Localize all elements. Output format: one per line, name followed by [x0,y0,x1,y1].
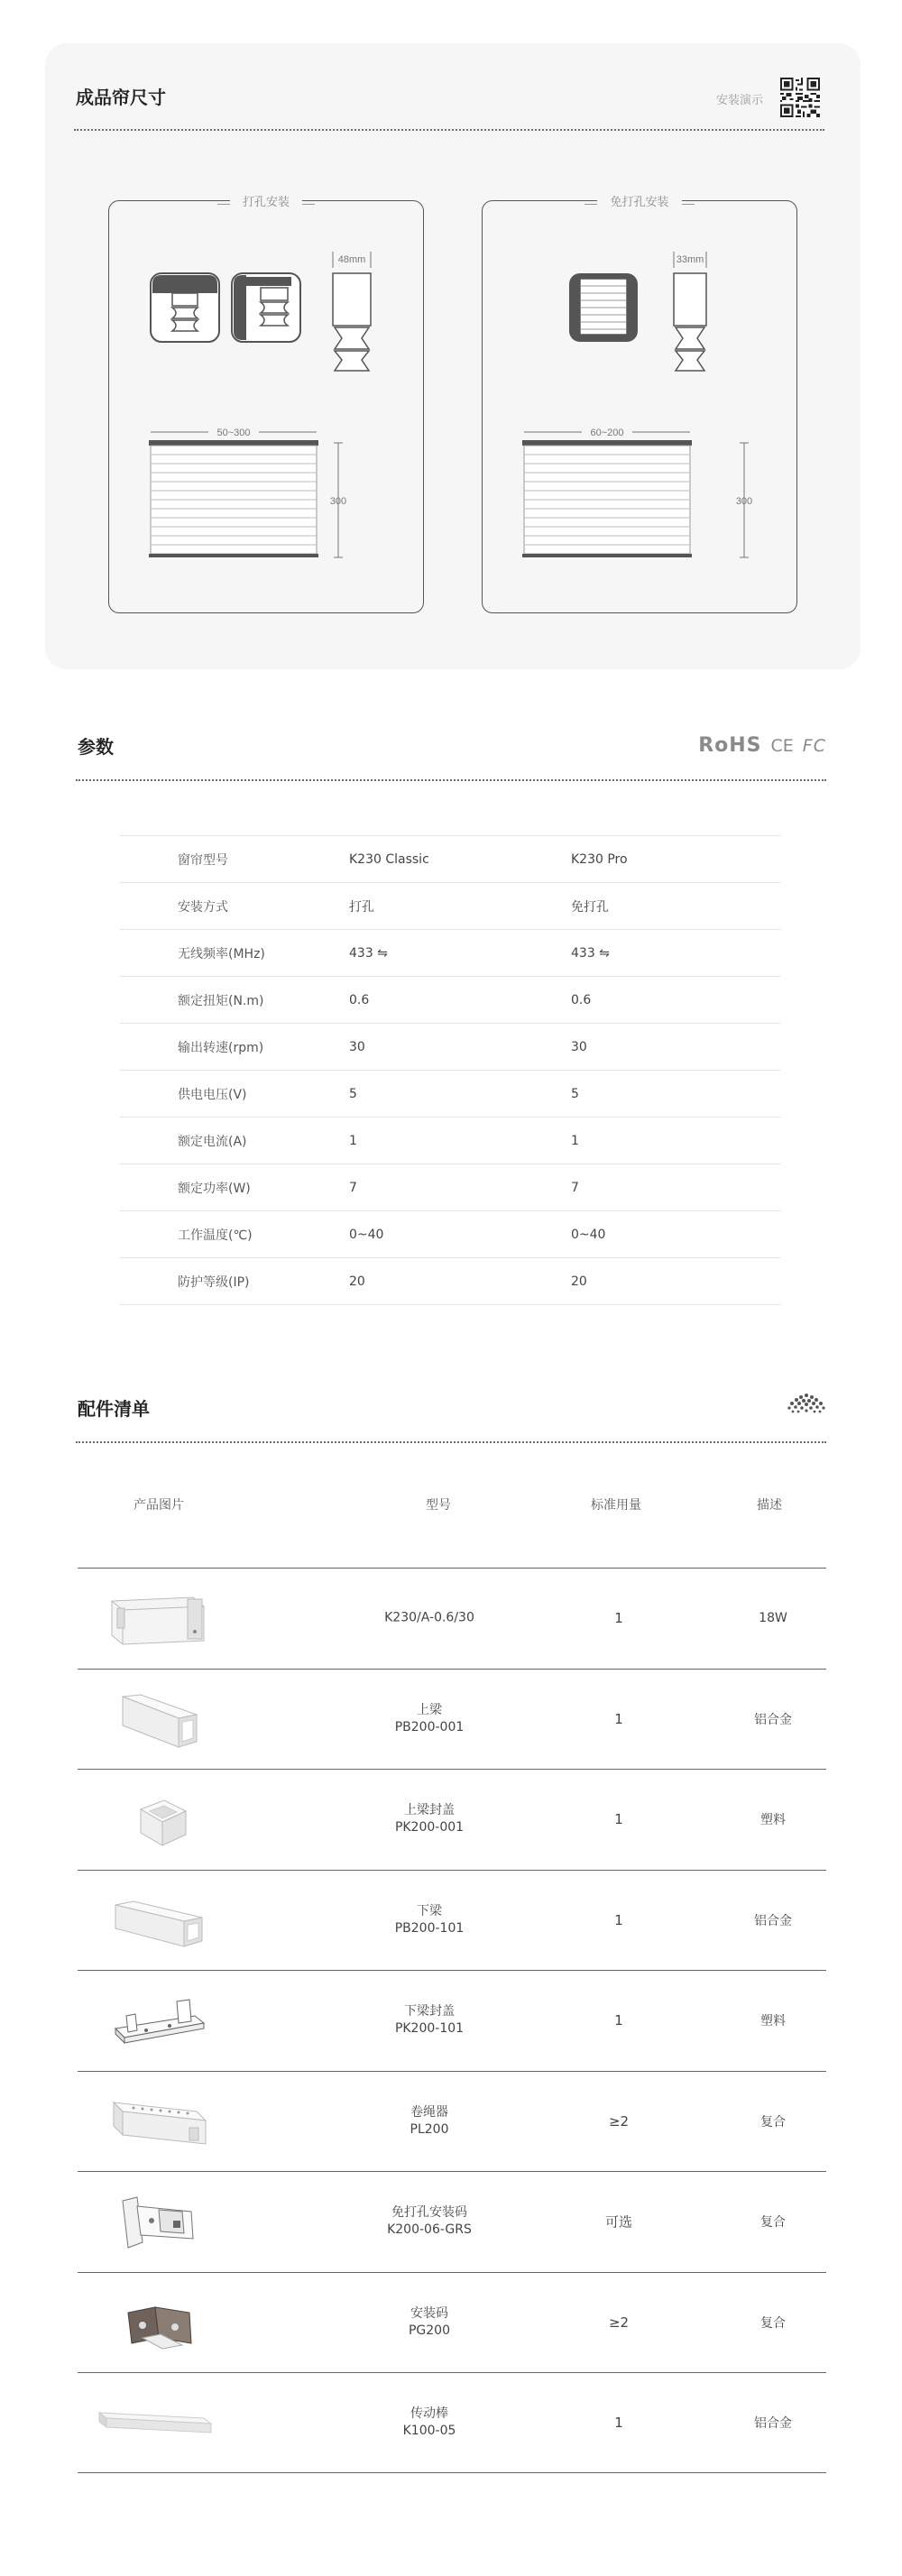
model-code: PK200-001 [394,1820,465,1835]
description: 塑料 [760,1813,786,1828]
mount-bracket-icon [96,2286,222,2361]
table-row: 安装方式 打孔 免打孔 [120,883,780,930]
description: 铝合金 [754,2415,792,2431]
table-row: 上梁 PB200-001 1 铝合金 [78,1669,826,1770]
quantity: 1 [614,1811,623,1828]
description: 复合 [760,2114,786,2130]
model-code: PG200 [408,2323,450,2338]
feather-logo-icon [787,1391,826,1418]
svg-text:300: 300 [735,496,753,507]
description: 18W [759,1611,787,1626]
quantity: 可选 [604,2213,632,2231]
model-code: K230/A-0.6/30 [384,1610,474,1625]
top-rail-cap-icon [96,1782,222,1858]
size-section-title: 成品帘尺寸 [76,87,166,108]
qr-code-icon[interactable] [780,78,820,117]
params-header [78,732,826,759]
table-row: 下梁 PB200-101 1 铝合金 [78,1870,826,1971]
quantity: 1 [614,2414,623,2431]
quantity: ≥2 [608,2314,630,2331]
top-rail-icon [96,1682,222,1758]
accessories-table-header [78,1495,826,1568]
no-drill-bracket-icon [96,2185,222,2260]
svg-text:300: 300 [329,496,347,507]
panel-no-drill-install [482,196,797,613]
table-row: 上梁封盖 PK200-001 1 塑料 [78,1769,826,1870]
table-row: 无线频率(MHz) 433 ⇋ 433 ⇋ [120,930,780,977]
model-code: K200-06-GRS [387,2222,472,2238]
table-row: 下梁封盖 PK200-101 1 塑料 [78,1970,826,2071]
model-code: PL200 [410,2121,449,2137]
quantity: 1 [614,2012,623,2029]
svg-text:60~200: 60~200 [590,428,624,438]
table-row: 工作温度(℃) 0~40 0~40 [120,1211,780,1258]
params-section-title: 参数 [78,736,114,758]
quantity: 1 [614,1911,623,1928]
divider [74,129,824,131]
col-qty-header: 标准用量 [591,1498,641,1513]
table-row: 免打孔安装码 K200-06-GRS 可选 复合 [78,2171,826,2272]
table-row: 传动棒 K100-05 1 铝合金 [78,2372,826,2473]
model-code: K100-05 [402,2423,456,2438]
svg-text:48mm: 48mm [337,254,366,265]
table-row: 安装码 PG200 ≥2 复合 [78,2272,826,2373]
table-row: 额定扭矩(N.m) 0.6 0.6 [120,977,780,1024]
description: 复合 [760,2215,786,2231]
panel-drill-install [108,196,424,613]
params-table [120,835,780,1305]
table-row: 卷绳器 PL200 ≥2 复合 [78,2071,826,2172]
rohs-logo: RoHS [698,734,762,757]
table-row: 输出转速(rpm) 30 30 [120,1024,780,1071]
table-row: 供电电压(V) 5 5 [120,1071,780,1118]
drill-install-diagram [109,201,425,614]
blind-drawing [522,432,749,557]
cord-winder-icon [96,2084,222,2160]
table-row: 额定电流(A) 1 1 [120,1118,780,1164]
quantity: ≥2 [608,2112,630,2130]
headrail-profile-icon [674,252,706,371]
install-demo-label[interactable]: 安装演示 [715,94,763,107]
drive-rod-icon [96,2386,222,2461]
description: 复合 [760,2315,786,2331]
col-model-header: 型号 [426,1498,451,1513]
ceiling-mount-icon [151,273,219,342]
divider [76,779,826,781]
accessories-header [78,1394,826,1421]
svg-text:50~300: 50~300 [216,428,251,438]
blind-drawing [149,432,343,557]
model-code: PB200-101 [394,1920,465,1936]
motor-unit-icon [96,1581,222,1657]
headrail-profile-icon [333,252,371,371]
description: 铝合金 [754,1913,792,1928]
accessories-list [78,1568,826,2473]
bottom-rail-icon [96,1883,222,1959]
description: 塑料 [760,2014,786,2029]
panel-title: 打孔安装 [230,196,302,209]
no-drill-install-diagram [483,201,798,614]
window-frame-mount-icon [569,273,638,342]
panel-title: 免打孔安装 [597,196,681,209]
quantity: 1 [614,1610,623,1627]
cert-logos [698,734,826,757]
divider [76,1441,826,1443]
accessories-section-title: 配件清单 [78,1398,150,1420]
fc-logo: FC [802,735,826,756]
col-image-header: 产品图片 [133,1498,184,1513]
bottom-rail-cap-icon [96,1983,222,2059]
svg-text:33mm: 33mm [676,254,704,265]
quantity: 1 [614,1710,623,1727]
ce-logo: CE [770,735,794,756]
model-code: PB200-001 [394,1719,465,1734]
description: 铝合金 [754,1712,792,1727]
table-row: 窗帘型号 K230 Classic K230 Pro [120,836,780,883]
col-desc-header: 描述 [757,1498,782,1513]
wall-mount-icon [232,273,300,342]
table-row: 额定功率(W) 7 7 [120,1164,780,1211]
size-card [45,43,861,669]
table-row [78,1568,826,1669]
table-row: 防护等级(IP) 20 20 [120,1258,780,1305]
model-code: PK200-101 [394,2021,465,2037]
